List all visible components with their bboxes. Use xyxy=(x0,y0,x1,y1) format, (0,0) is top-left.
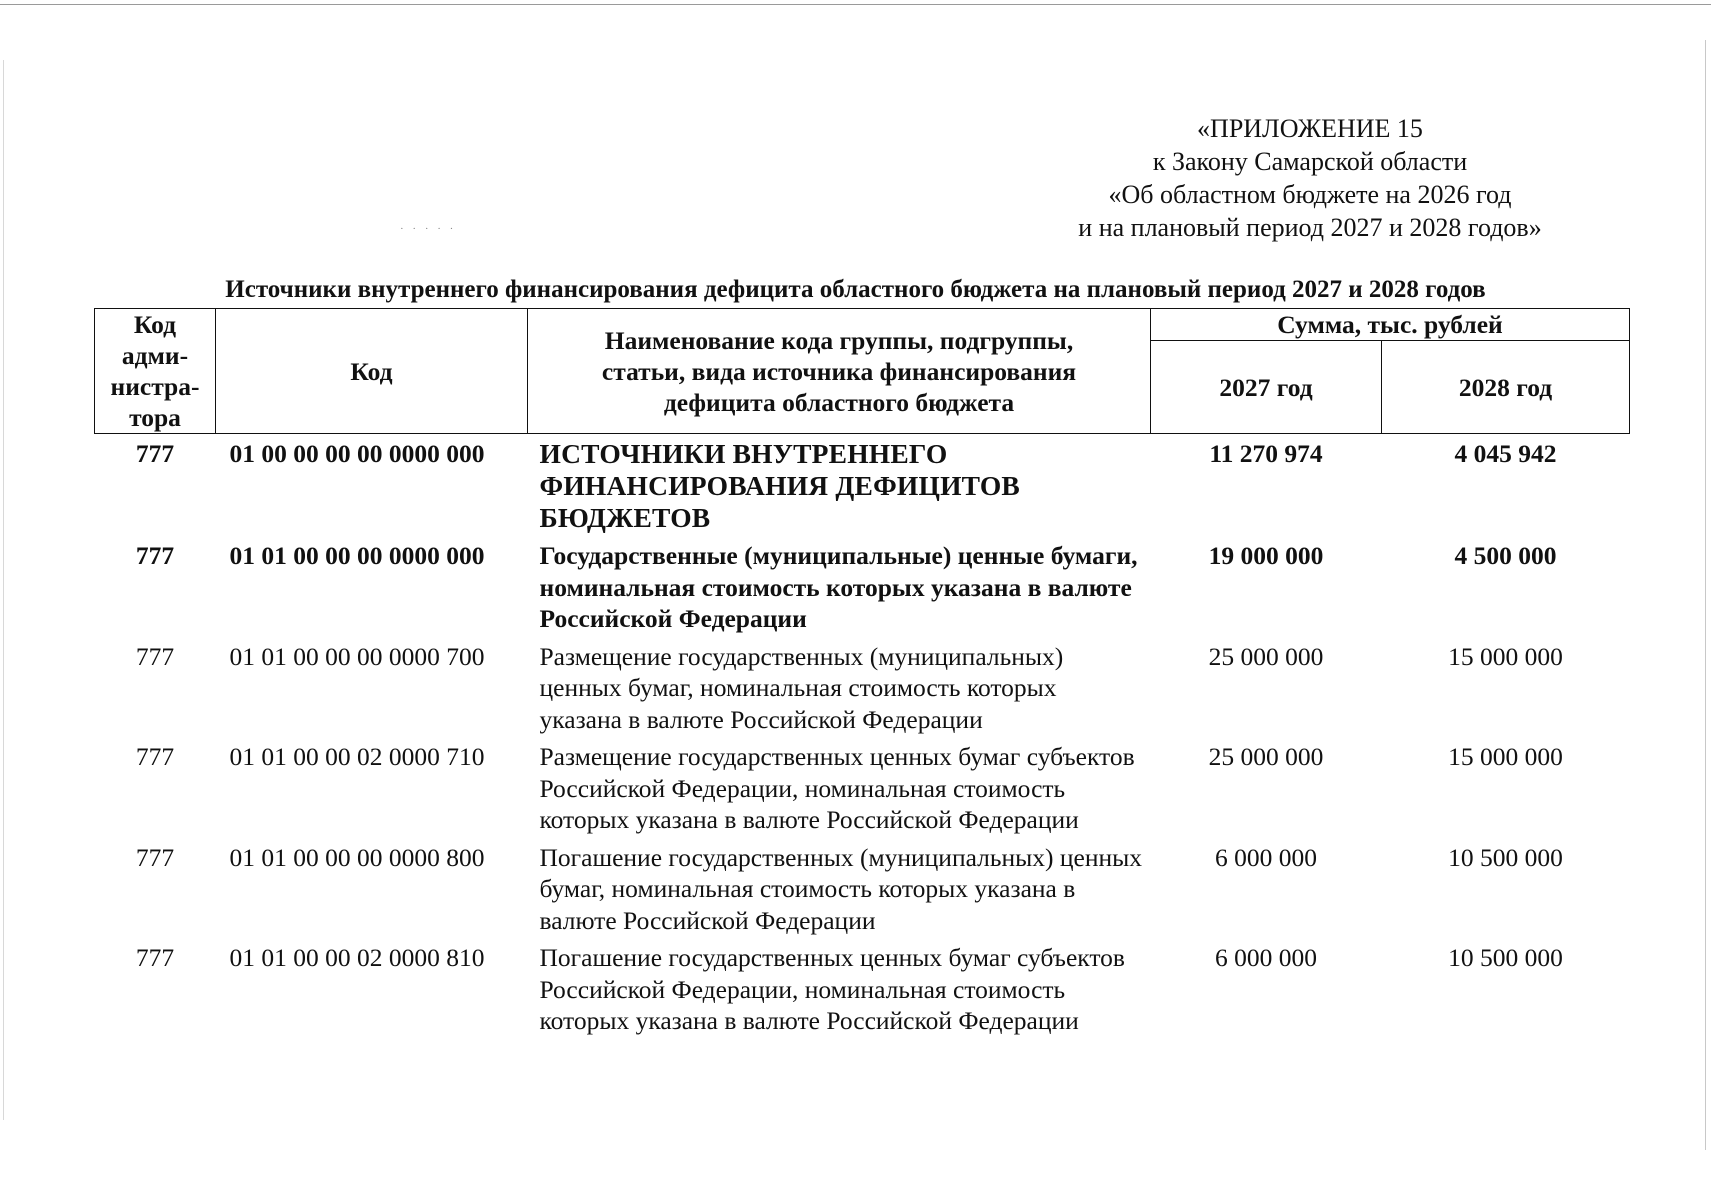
admin-code-cell: 777 xyxy=(135,641,175,671)
name-cell: Погашение государственных (муниципальных) ценных бумаг, номинальная стоимость которых указана в валюте Российской Федерации xyxy=(539,842,1143,935)
header-name xyxy=(528,309,1151,434)
header-name-line: статьи, вида источника финансирования xyxy=(601,356,1077,386)
name-cell: Государственные (муниципальные) ценные бумаги, номинальная стоимость которых указана в валюте Российской Федерации xyxy=(539,541,1138,633)
header-admin-code-line: тора xyxy=(129,403,181,432)
scan-edge-right xyxy=(1705,40,1706,1150)
scan-noise-dots: · · · · · xyxy=(400,223,457,235)
amount-2028-cell: 15 000 000 xyxy=(1448,742,1563,771)
admin-code-cell: 777 xyxy=(135,742,175,771)
scan-edge-top xyxy=(0,4,1711,5)
header-code: Код xyxy=(216,309,528,434)
header-name-line: дефицита областного бюджета xyxy=(663,387,1015,417)
table-row xyxy=(95,842,1630,943)
amount-2028-cell: 4 500 000 xyxy=(1454,541,1557,570)
table-row xyxy=(95,942,1630,1043)
scan-edge-left xyxy=(3,60,4,1120)
name-cell: Размещение государственных ценных бумаг субъектов Российской Федерации, номинальная стоимость которых указана в валюте Российской Федерации xyxy=(539,742,1135,834)
name-cell: ИСТОЧНИКИ ВНУТРЕННЕГО ФИНАНСИРОВАНИЯ ДЕФИЦИТОВ БЮДЖЕТОВ xyxy=(539,438,1020,533)
header-admin-code-line: нистра- xyxy=(110,372,200,401)
header-sum: Сумма, тыс. рублей xyxy=(1151,309,1630,341)
header-admin-code xyxy=(95,309,216,434)
code-cell: 01 01 00 00 02 0000 710 xyxy=(229,742,485,771)
law-reference: к Закону Самарской области xyxy=(1152,147,1468,176)
amount-2027-cell: 6 000 000 xyxy=(1215,842,1317,872)
document-title: Источники внутреннего финансирования дефицита областного бюджета на плановый период 2027 и 2028 годов xyxy=(225,276,1486,303)
code-cell: 01 01 00 00 00 0000 800 xyxy=(229,842,485,872)
table-row xyxy=(95,641,1630,742)
header-year-2027: 2027 год xyxy=(1151,341,1382,434)
law-period: и на плановый период 2027 и 2028 годов» xyxy=(1078,213,1542,242)
amount-2027-cell: 11 270 974 xyxy=(1209,439,1323,468)
amount-2028-cell: 15 000 000 xyxy=(1448,641,1563,671)
header-admin-code-line: адми- xyxy=(121,341,189,370)
admin-code-cell: 777 xyxy=(135,842,175,872)
law-title: «Об областном бюджете на 2026 год xyxy=(1108,180,1512,209)
code-cell: 01 01 00 00 00 0000 000 xyxy=(229,541,485,570)
appendix-header xyxy=(1040,112,1580,244)
amount-2028-cell: 4 045 942 xyxy=(1454,439,1557,468)
header-name-line: Наименование кода группы, подгруппы, xyxy=(604,325,1074,355)
budget-sources-table xyxy=(94,308,1630,1043)
table-row xyxy=(95,434,1630,541)
header-admin-code-line: Код xyxy=(133,310,177,339)
appendix-number: «ПРИЛОЖЕНИЕ 15 xyxy=(1197,114,1423,143)
admin-code-cell: 777 xyxy=(135,943,175,972)
table-row xyxy=(95,540,1630,641)
amount-2027-cell: 6 000 000 xyxy=(1215,943,1317,972)
table-row xyxy=(95,741,1630,842)
amount-2028-cell: 10 500 000 xyxy=(1448,943,1563,972)
table-body xyxy=(95,434,1630,1043)
name-cell: Погашение государственных ценных бумаг субъектов Российской Федерации, номинальная стоимость которых указана в валюте Российской Федерации xyxy=(539,943,1125,1035)
admin-code-cell: 777 xyxy=(135,541,175,570)
amount-2027-cell: 25 000 000 xyxy=(1208,742,1324,771)
code-cell: 01 01 00 00 00 0000 700 xyxy=(229,641,485,671)
name-cell: Размещение государственных (муниципальных) ценных бумаг, номинальная стоимость которых указана в валюте Российской Федерации xyxy=(539,641,1064,734)
table-header xyxy=(95,309,1630,434)
code-cell: 01 01 00 00 02 0000 810 xyxy=(229,943,485,972)
header-year-2028: 2028 год xyxy=(1382,341,1630,434)
admin-code-cell: 777 xyxy=(135,439,175,468)
amount-2027-cell: 19 000 000 xyxy=(1208,541,1324,570)
amount-2028-cell: 10 500 000 xyxy=(1448,842,1563,872)
amount-2027-cell: 25 000 000 xyxy=(1208,641,1324,671)
code-cell: 01 00 00 00 00 0000 000 xyxy=(229,439,485,468)
